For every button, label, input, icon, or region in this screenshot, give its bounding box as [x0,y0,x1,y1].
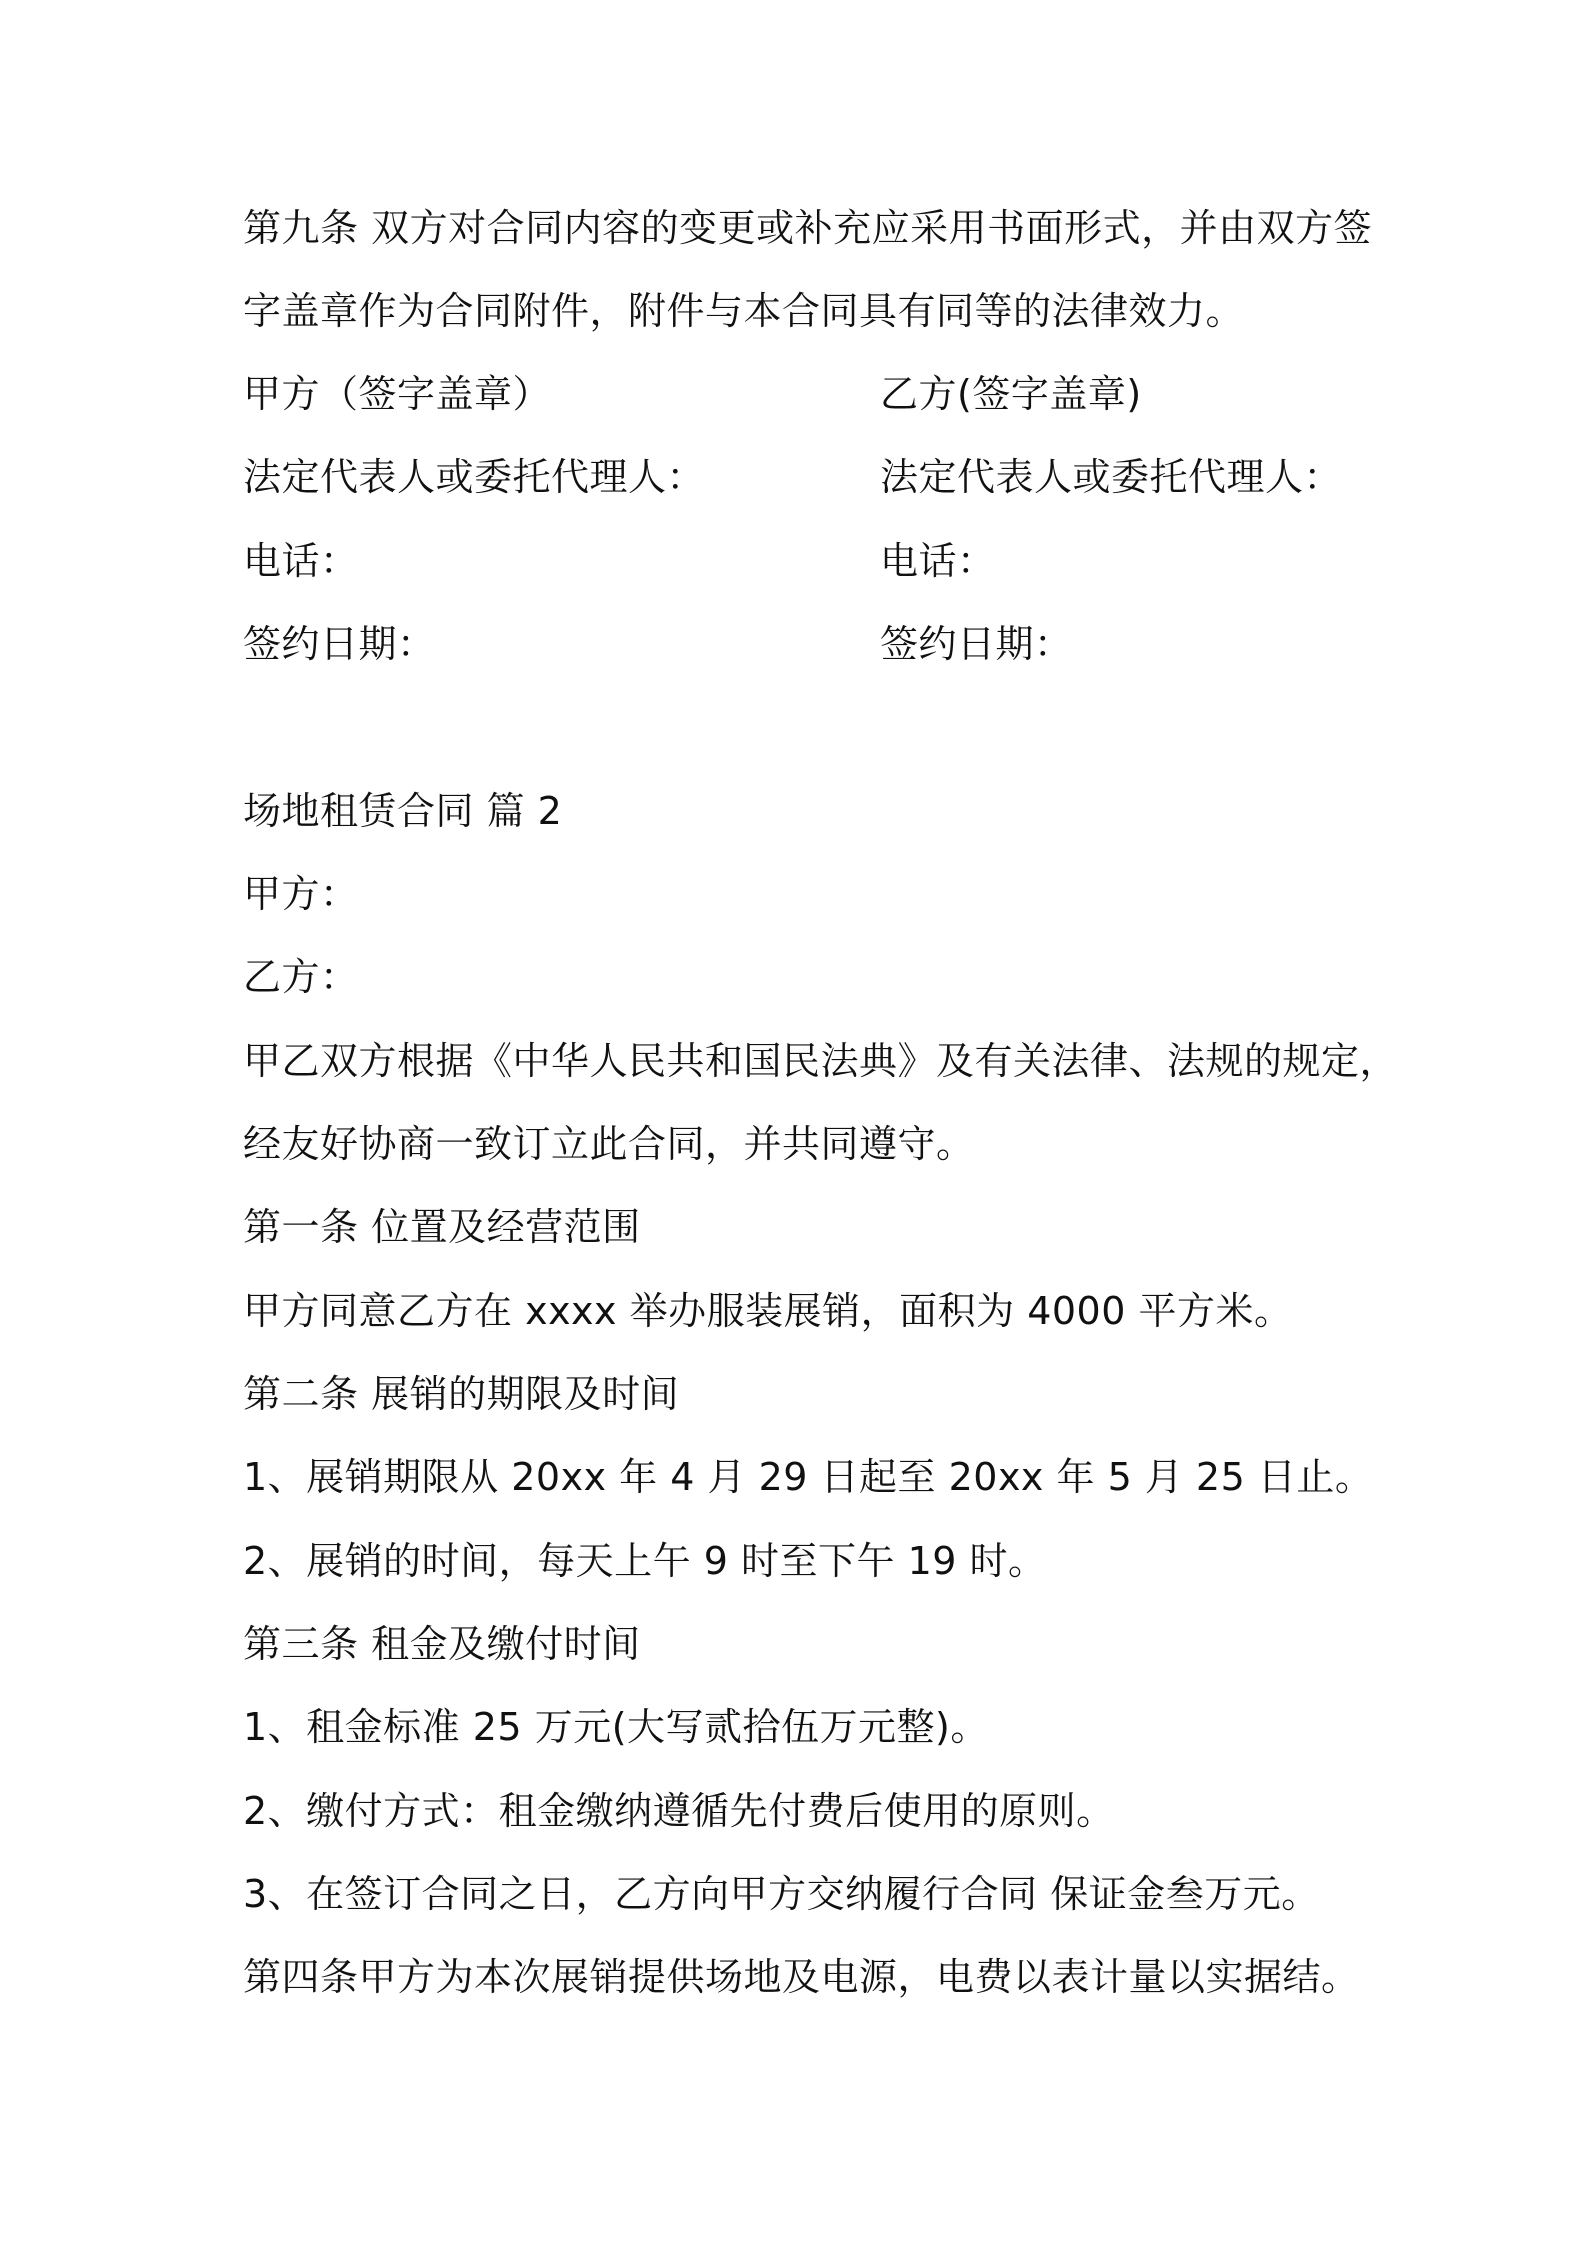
party-b-sign-date: 签约日期： [880,622,1073,666]
party-b-signature-title: 乙方(签字盖章) [880,372,1142,416]
party-a-phone: 电话： [243,539,359,583]
contract2-intro-line1: 甲乙双方根据《中华人民共和国民法典》及有关法律、法规的规定， [243,1039,1399,1083]
party-b-phone: 电话： [880,539,996,583]
article2-title: 第二条 展销的期限及时间 [243,1372,680,1416]
article1-title: 第一条 位置及经营范围 [243,1205,641,1249]
article1-body: 甲方同意乙方在 xxxx 举办服装展销，面积为 4000 平方米。 [243,1289,1293,1333]
article3-item3: 3、在签订合同之日，乙方向甲方交纳履行合同 保证金叁万元。 [243,1872,1320,1916]
article9-line2: 字盖章作为合同附件，附件与本合同具有同等的法律效力。 [243,289,1245,333]
contract2-intro-line2: 经友好协商一致订立此合同，并共同遵守。 [243,1122,975,1166]
party-b-representative: 法定代表人或委托代理人： [880,455,1343,499]
article2-item1: 1、展销期限从 20xx 年 4 月 29 日起至 20xx 年 5 月 25 日止。 [243,1455,1374,1499]
contract2-party-b: 乙方： [243,955,359,999]
article9-line1: 第九条 双方对合同内容的变更或补充应采用书面形式，并由双方签 [243,206,1373,250]
article3-item1: 1、租金标准 25 万元(大写贰拾伍万元整)。 [243,1705,989,1749]
article2-item2: 2、展销的时间，每天上午 9 时至下午 19 时。 [243,1539,1047,1583]
contract2-party-a: 甲方： [243,872,359,916]
contract2-heading: 场地租赁合同 篇 2 [243,789,563,833]
article3-title: 第三条 租金及缴付时间 [243,1622,641,1666]
party-a-sign-date: 签约日期： [243,622,436,666]
party-a-representative: 法定代表人或委托代理人： [243,455,706,499]
article3-item2: 2、缴付方式：租金缴纳遵循先付费后使用的原则。 [243,1789,1115,1833]
party-a-signature-title: 甲方（签字盖章） [243,372,552,416]
article4-text: 第四条甲方为本次展销提供场地及电源，电费以表计量以实据结。 [243,1955,1360,1999]
